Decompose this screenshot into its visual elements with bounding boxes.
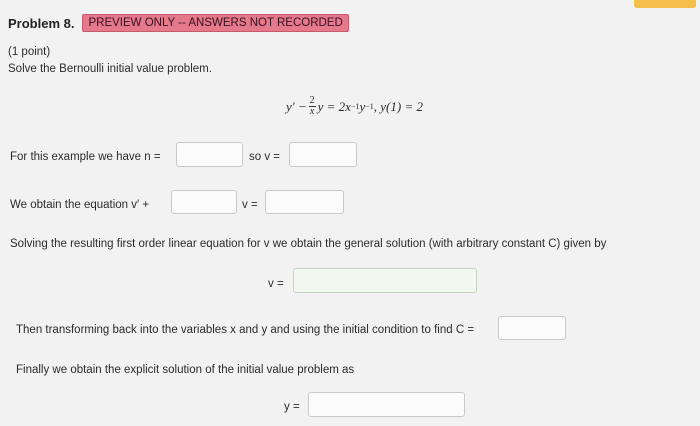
eq-frac-num: 2 bbox=[309, 95, 315, 106]
problem-header bbox=[8, 14, 349, 32]
final-prompt: Finally we obtain the explicit solution of the initial value problem as bbox=[16, 364, 355, 376]
n-prompt: For this example we have n = bbox=[10, 151, 161, 163]
explicit-solution-input[interactable] bbox=[308, 392, 465, 417]
n-answer-input[interactable] bbox=[176, 142, 243, 167]
constant-c-input[interactable] bbox=[498, 316, 566, 340]
eq-exp2: −1 bbox=[365, 102, 374, 111]
eq-lhs: y′ − bbox=[286, 98, 307, 114]
points-label: (1 point) bbox=[8, 46, 51, 58]
top-accent-bar bbox=[634, 0, 696, 8]
linear-rhs-input[interactable] bbox=[265, 190, 344, 214]
eq-fraction bbox=[309, 96, 316, 117]
v-substitution-input[interactable] bbox=[289, 142, 357, 167]
v-equals-label: v = bbox=[268, 278, 284, 290]
bernoulli-equation bbox=[286, 96, 423, 117]
preview-only-badge: PREVIEW ONLY -- ANSWERS NOT RECORDED bbox=[82, 14, 348, 32]
equation-prompt: We obtain the equation v′ + bbox=[10, 199, 150, 211]
eq-exp1: −1 bbox=[350, 102, 360, 111]
eq-mid: y bbox=[359, 98, 366, 114]
transform-prompt: Then transforming back into the variables x and y and using the initial condition to find C = bbox=[16, 324, 475, 336]
so-v-label: so v = bbox=[249, 151, 281, 163]
eq-rhs: y = 2x bbox=[317, 98, 351, 114]
problem-title: Problem 8. bbox=[8, 15, 75, 31]
general-solution-input[interactable] bbox=[293, 268, 477, 293]
v-equals-mid-label: v = bbox=[242, 199, 258, 211]
instruction-text: Solve the Bernoulli initial value problem. bbox=[8, 63, 212, 75]
general-solution-prompt: Solving the resulting first order linear equation for v we obtain the general solution (with arbitrary constant C) given by bbox=[10, 238, 607, 250]
y-equals-label: y = bbox=[284, 401, 300, 413]
eq-frac-den: x bbox=[309, 106, 315, 117]
linear-coefficient-input[interactable] bbox=[171, 190, 237, 214]
eq-condition: , y(1) = 2 bbox=[373, 98, 423, 114]
